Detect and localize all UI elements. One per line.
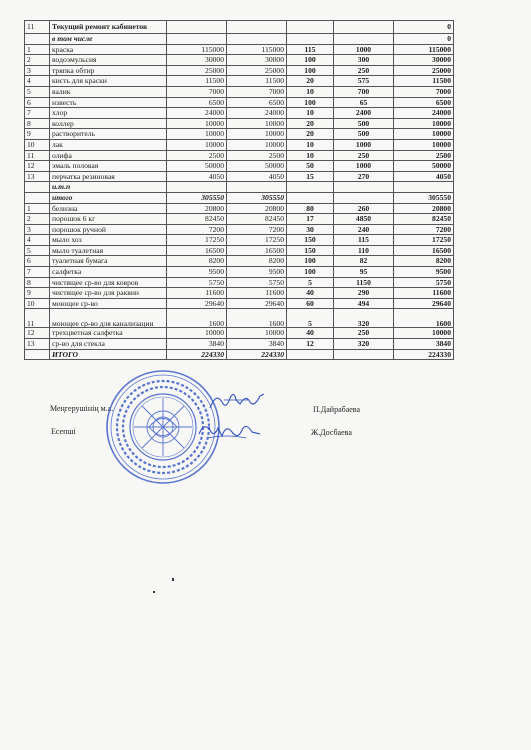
quantity-cell: 80: [287, 203, 334, 214]
amount-cell: 9500: [167, 267, 227, 278]
quantity-cell: 100: [287, 267, 334, 278]
item-name: мыло туалетная: [50, 245, 167, 256]
price-cell: [334, 34, 394, 45]
amount-cell: 20800: [167, 203, 227, 214]
price-cell: 250: [334, 328, 394, 339]
item-name: итого: [50, 192, 167, 203]
item-name: и.т.п: [50, 182, 167, 193]
table-row: [25, 224, 454, 235]
quantity-cell: 20: [287, 76, 334, 87]
row-number: [25, 349, 50, 360]
amount-cell: [167, 182, 227, 193]
amount-cell: 5750: [227, 277, 287, 288]
row-number: 10: [25, 139, 50, 150]
price-cell: [334, 349, 394, 360]
table-row: [25, 86, 454, 97]
total-cell: 0: [394, 21, 454, 34]
table-row: [25, 267, 454, 278]
total-cell: 24000: [394, 108, 454, 119]
item-name: в том числе: [50, 34, 167, 45]
quantity-cell: 40: [287, 328, 334, 339]
row-number: 12: [25, 161, 50, 172]
manager-signature: [206, 388, 268, 414]
item-name: водоэмульсия: [50, 55, 167, 66]
row-number: 4: [25, 76, 50, 87]
row-number: 11: [25, 21, 50, 34]
item-name: коллер: [50, 118, 167, 129]
row-number: 12: [25, 328, 50, 339]
amount-cell: 16500: [167, 245, 227, 256]
table-row: [25, 277, 454, 288]
price-cell: 65: [334, 97, 394, 108]
amount-cell: 24000: [167, 108, 227, 119]
table-row: [25, 118, 454, 129]
price-cell: 320: [334, 339, 394, 350]
quantity-cell: 30: [287, 224, 334, 235]
price-cell: [334, 182, 394, 193]
price-cell: 1000: [334, 44, 394, 55]
item-name: салфетка: [50, 267, 167, 278]
total-cell: 1600: [394, 309, 454, 328]
row-number: 2: [25, 55, 50, 66]
row-number: 7: [25, 108, 50, 119]
row-number: 8: [25, 118, 50, 129]
table-row: [25, 235, 454, 246]
table-row: [25, 288, 454, 299]
amount-cell: 29640: [227, 298, 287, 309]
amount-cell: 82450: [227, 214, 287, 225]
price-cell: 250: [334, 65, 394, 76]
table-row: [25, 182, 454, 193]
amount-cell: 2500: [227, 150, 287, 161]
row-number: [25, 192, 50, 203]
price-cell: 270: [334, 171, 394, 182]
amount-cell: 24000: [227, 108, 287, 119]
amount-cell: 1600: [227, 309, 287, 328]
amount-cell: 4050: [167, 171, 227, 182]
table-row: [25, 203, 454, 214]
amount-cell: [227, 34, 287, 45]
quantity-cell: 12: [287, 339, 334, 350]
total-cell: 17250: [394, 235, 454, 246]
price-cell: 500: [334, 129, 394, 140]
table-row: [25, 298, 454, 309]
quantity-cell: 100: [287, 55, 334, 66]
quantity-cell: 40: [287, 288, 334, 299]
total-cell: 25000: [394, 65, 454, 76]
amount-cell: [167, 21, 227, 34]
table-row: [25, 97, 454, 108]
item-name: ИТОГО: [50, 349, 167, 360]
accountant-name: Ж.Досбаева: [311, 428, 352, 437]
quantity-cell: [287, 349, 334, 360]
quantity-cell: 10: [287, 108, 334, 119]
quantity-cell: 50: [287, 161, 334, 172]
item-name: туалетная бумага: [50, 256, 167, 267]
item-name: валик: [50, 86, 167, 97]
amount-cell: 3840: [227, 339, 287, 350]
table-row: [25, 339, 454, 350]
price-cell: 1150: [334, 277, 394, 288]
amount-cell: 7000: [167, 86, 227, 97]
row-number: [25, 182, 50, 193]
amount-cell: 115000: [167, 44, 227, 55]
price-cell: [334, 21, 394, 34]
price-cell: 260: [334, 203, 394, 214]
amount-cell: 11500: [227, 76, 287, 87]
row-number: 11: [25, 150, 50, 161]
scan-speck: [153, 591, 155, 593]
item-name: лак: [50, 139, 167, 150]
amount-cell: 11600: [227, 288, 287, 299]
amount-cell: 6500: [167, 97, 227, 108]
amount-cell: 305550: [167, 192, 227, 203]
total-cell: 305550: [394, 192, 454, 203]
item-name: эмаль половая: [50, 161, 167, 172]
price-cell: 500: [334, 118, 394, 129]
amount-cell: 10000: [167, 328, 227, 339]
item-name: чистящее ср-во для раквин: [50, 288, 167, 299]
amount-cell: [227, 21, 287, 34]
table-row: [25, 150, 454, 161]
table-row: [25, 55, 454, 66]
price-cell: 1000: [334, 139, 394, 150]
total-cell: 5750: [394, 277, 454, 288]
price-cell: 1000: [334, 161, 394, 172]
price-cell: 95: [334, 267, 394, 278]
quantity-cell: 10: [287, 86, 334, 97]
table-row: [25, 245, 454, 256]
row-number: 5: [25, 86, 50, 97]
budget-table-body: [25, 21, 454, 360]
amount-cell: 11500: [167, 76, 227, 87]
total-cell: 11500: [394, 76, 454, 87]
table-row: [25, 161, 454, 172]
total-cell: 10000: [394, 129, 454, 140]
total-cell: 11600: [394, 288, 454, 299]
amount-cell: 20800: [227, 203, 287, 214]
item-name: моющее ср-во для канализации: [50, 309, 167, 328]
table-row: [25, 108, 454, 119]
table-row: [25, 44, 454, 55]
table-row: [25, 256, 454, 267]
row-number: 9: [25, 288, 50, 299]
amount-cell: 82450: [167, 214, 227, 225]
item-name: мыло хоз: [50, 235, 167, 246]
item-name: порошок 6 кг: [50, 214, 167, 225]
amount-cell: 11600: [167, 288, 227, 299]
quantity-cell: 15: [287, 171, 334, 182]
manager-name: П.Дайрабаева: [313, 405, 361, 414]
quantity-cell: 17: [287, 214, 334, 225]
total-cell: 10000: [394, 328, 454, 339]
price-cell: 115: [334, 235, 394, 246]
table-row: [25, 76, 454, 87]
row-number: 3: [25, 65, 50, 76]
amount-cell: 10000: [227, 129, 287, 140]
table-row: [25, 214, 454, 225]
price-cell: 575: [334, 76, 394, 87]
price-cell: 300: [334, 55, 394, 66]
total-cell: 30000: [394, 55, 454, 66]
table-row: [25, 309, 454, 328]
amount-cell: 17250: [167, 235, 227, 246]
price-cell: 2400: [334, 108, 394, 119]
row-number: 9: [25, 129, 50, 140]
amount-cell: 224330: [167, 349, 227, 360]
item-name: хлор: [50, 108, 167, 119]
amount-cell: 5750: [167, 277, 227, 288]
amount-cell: 224330: [227, 349, 287, 360]
item-name: кисть для краски: [50, 76, 167, 87]
item-name: ср-во для стекла: [50, 339, 167, 350]
item-name: перчатка резиновая: [50, 171, 167, 182]
price-cell: 110: [334, 245, 394, 256]
item-name: моющее ср-во: [50, 298, 167, 309]
total-cell: 10000: [394, 118, 454, 129]
price-cell: 494: [334, 298, 394, 309]
amount-cell: 10000: [227, 118, 287, 129]
table-row: [25, 171, 454, 182]
amount-cell: 7000: [227, 86, 287, 97]
quantity-cell: [287, 21, 334, 34]
table-row: [25, 349, 454, 360]
row-number: 3: [25, 224, 50, 235]
amount-cell: 50000: [167, 161, 227, 172]
accountant-signature: [196, 418, 264, 444]
quantity-cell: 10: [287, 139, 334, 150]
row-number: 6: [25, 97, 50, 108]
quantity-cell: [287, 34, 334, 45]
amount-cell: 25000: [227, 65, 287, 76]
total-cell: [394, 182, 454, 193]
price-cell: 290: [334, 288, 394, 299]
row-number: 13: [25, 171, 50, 182]
table-row: [25, 328, 454, 339]
quantity-cell: 5: [287, 309, 334, 328]
amount-cell: 50000: [227, 161, 287, 172]
item-name: известь: [50, 97, 167, 108]
amount-cell: 305550: [227, 192, 287, 203]
price-cell: 4850: [334, 214, 394, 225]
row-number: 10: [25, 298, 50, 309]
total-cell: 7200: [394, 224, 454, 235]
quantity-cell: 100: [287, 65, 334, 76]
row-number: 7: [25, 267, 50, 278]
quantity-cell: 5: [287, 277, 334, 288]
amount-cell: 7200: [227, 224, 287, 235]
table-row: [25, 129, 454, 140]
quantity-cell: 20: [287, 129, 334, 140]
amount-cell: 8200: [227, 256, 287, 267]
row-number: 11: [25, 309, 50, 328]
table-row: [25, 21, 454, 34]
item-name: Текущий ремонт кабинетов: [50, 21, 167, 34]
amount-cell: [167, 34, 227, 45]
price-cell: 700: [334, 86, 394, 97]
table-row: [25, 139, 454, 150]
quantity-cell: 10: [287, 150, 334, 161]
amount-cell: 1600: [167, 309, 227, 328]
quantity-cell: 150: [287, 235, 334, 246]
item-name: тряпка обтир: [50, 65, 167, 76]
total-cell: 82450: [394, 214, 454, 225]
amount-cell: 10000: [227, 328, 287, 339]
item-name: чистящее ср-во для ковров: [50, 277, 167, 288]
row-number: 13: [25, 339, 50, 350]
item-name: белизна: [50, 203, 167, 214]
item-name: порошок ручной: [50, 224, 167, 235]
amount-cell: 29640: [167, 298, 227, 309]
quantity-cell: [287, 182, 334, 193]
item-name: олифа: [50, 150, 167, 161]
total-cell: 6500: [394, 97, 454, 108]
total-cell: 16500: [394, 245, 454, 256]
total-cell: 115000: [394, 44, 454, 55]
amount-cell: 8200: [167, 256, 227, 267]
accountant-label: Есепші: [51, 427, 76, 436]
amount-cell: [227, 182, 287, 193]
table-row: [25, 192, 454, 203]
quantity-cell: [287, 192, 334, 203]
amount-cell: 16500: [227, 245, 287, 256]
row-number: 1: [25, 44, 50, 55]
item-name: краска: [50, 44, 167, 55]
total-cell: 3840: [394, 339, 454, 350]
total-cell: 20800: [394, 203, 454, 214]
table-row: [25, 34, 454, 45]
amount-cell: 3840: [167, 339, 227, 350]
row-number: 4: [25, 235, 50, 246]
amount-cell: 9500: [227, 267, 287, 278]
budget-table: [24, 20, 454, 360]
total-cell: 0: [394, 34, 454, 45]
item-name: трехцветная салфетка: [50, 328, 167, 339]
quantity-cell: 20: [287, 118, 334, 129]
amount-cell: 10000: [167, 139, 227, 150]
amount-cell: 25000: [167, 65, 227, 76]
table-row: [25, 65, 454, 76]
price-cell: [334, 192, 394, 203]
amount-cell: 2500: [167, 150, 227, 161]
quantity-cell: 100: [287, 256, 334, 267]
amount-cell: 30000: [167, 55, 227, 66]
total-cell: 7000: [394, 86, 454, 97]
quantity-cell: 100: [287, 97, 334, 108]
amount-cell: 10000: [167, 118, 227, 129]
total-cell: 2500: [394, 150, 454, 161]
row-number: 6: [25, 256, 50, 267]
amount-cell: 10000: [167, 129, 227, 140]
amount-cell: 30000: [227, 55, 287, 66]
row-number: [25, 34, 50, 45]
total-cell: 224330: [394, 349, 454, 360]
amount-cell: 6500: [227, 97, 287, 108]
quantity-cell: 150: [287, 245, 334, 256]
manager-label: Меңгерушінің м.а.: [50, 404, 114, 413]
amount-cell: 10000: [227, 139, 287, 150]
price-cell: 240: [334, 224, 394, 235]
amount-cell: 4050: [227, 171, 287, 182]
quantity-cell: 115: [287, 44, 334, 55]
scan-speck: [172, 578, 174, 581]
total-cell: 9500: [394, 267, 454, 278]
row-number: 8: [25, 277, 50, 288]
total-cell: 4050: [394, 171, 454, 182]
total-cell: 10000: [394, 139, 454, 150]
row-number: 1: [25, 203, 50, 214]
row-number: 5: [25, 245, 50, 256]
total-cell: 50000: [394, 161, 454, 172]
price-cell: 250: [334, 150, 394, 161]
item-name: растворитель: [50, 129, 167, 140]
amount-cell: 7200: [167, 224, 227, 235]
price-cell: 82: [334, 256, 394, 267]
price-cell: 320: [334, 309, 394, 328]
total-cell: 8200: [394, 256, 454, 267]
amount-cell: 115000: [227, 44, 287, 55]
row-number: 2: [25, 214, 50, 225]
total-cell: 29640: [394, 298, 454, 309]
amount-cell: 17250: [227, 235, 287, 246]
quantity-cell: 60: [287, 298, 334, 309]
